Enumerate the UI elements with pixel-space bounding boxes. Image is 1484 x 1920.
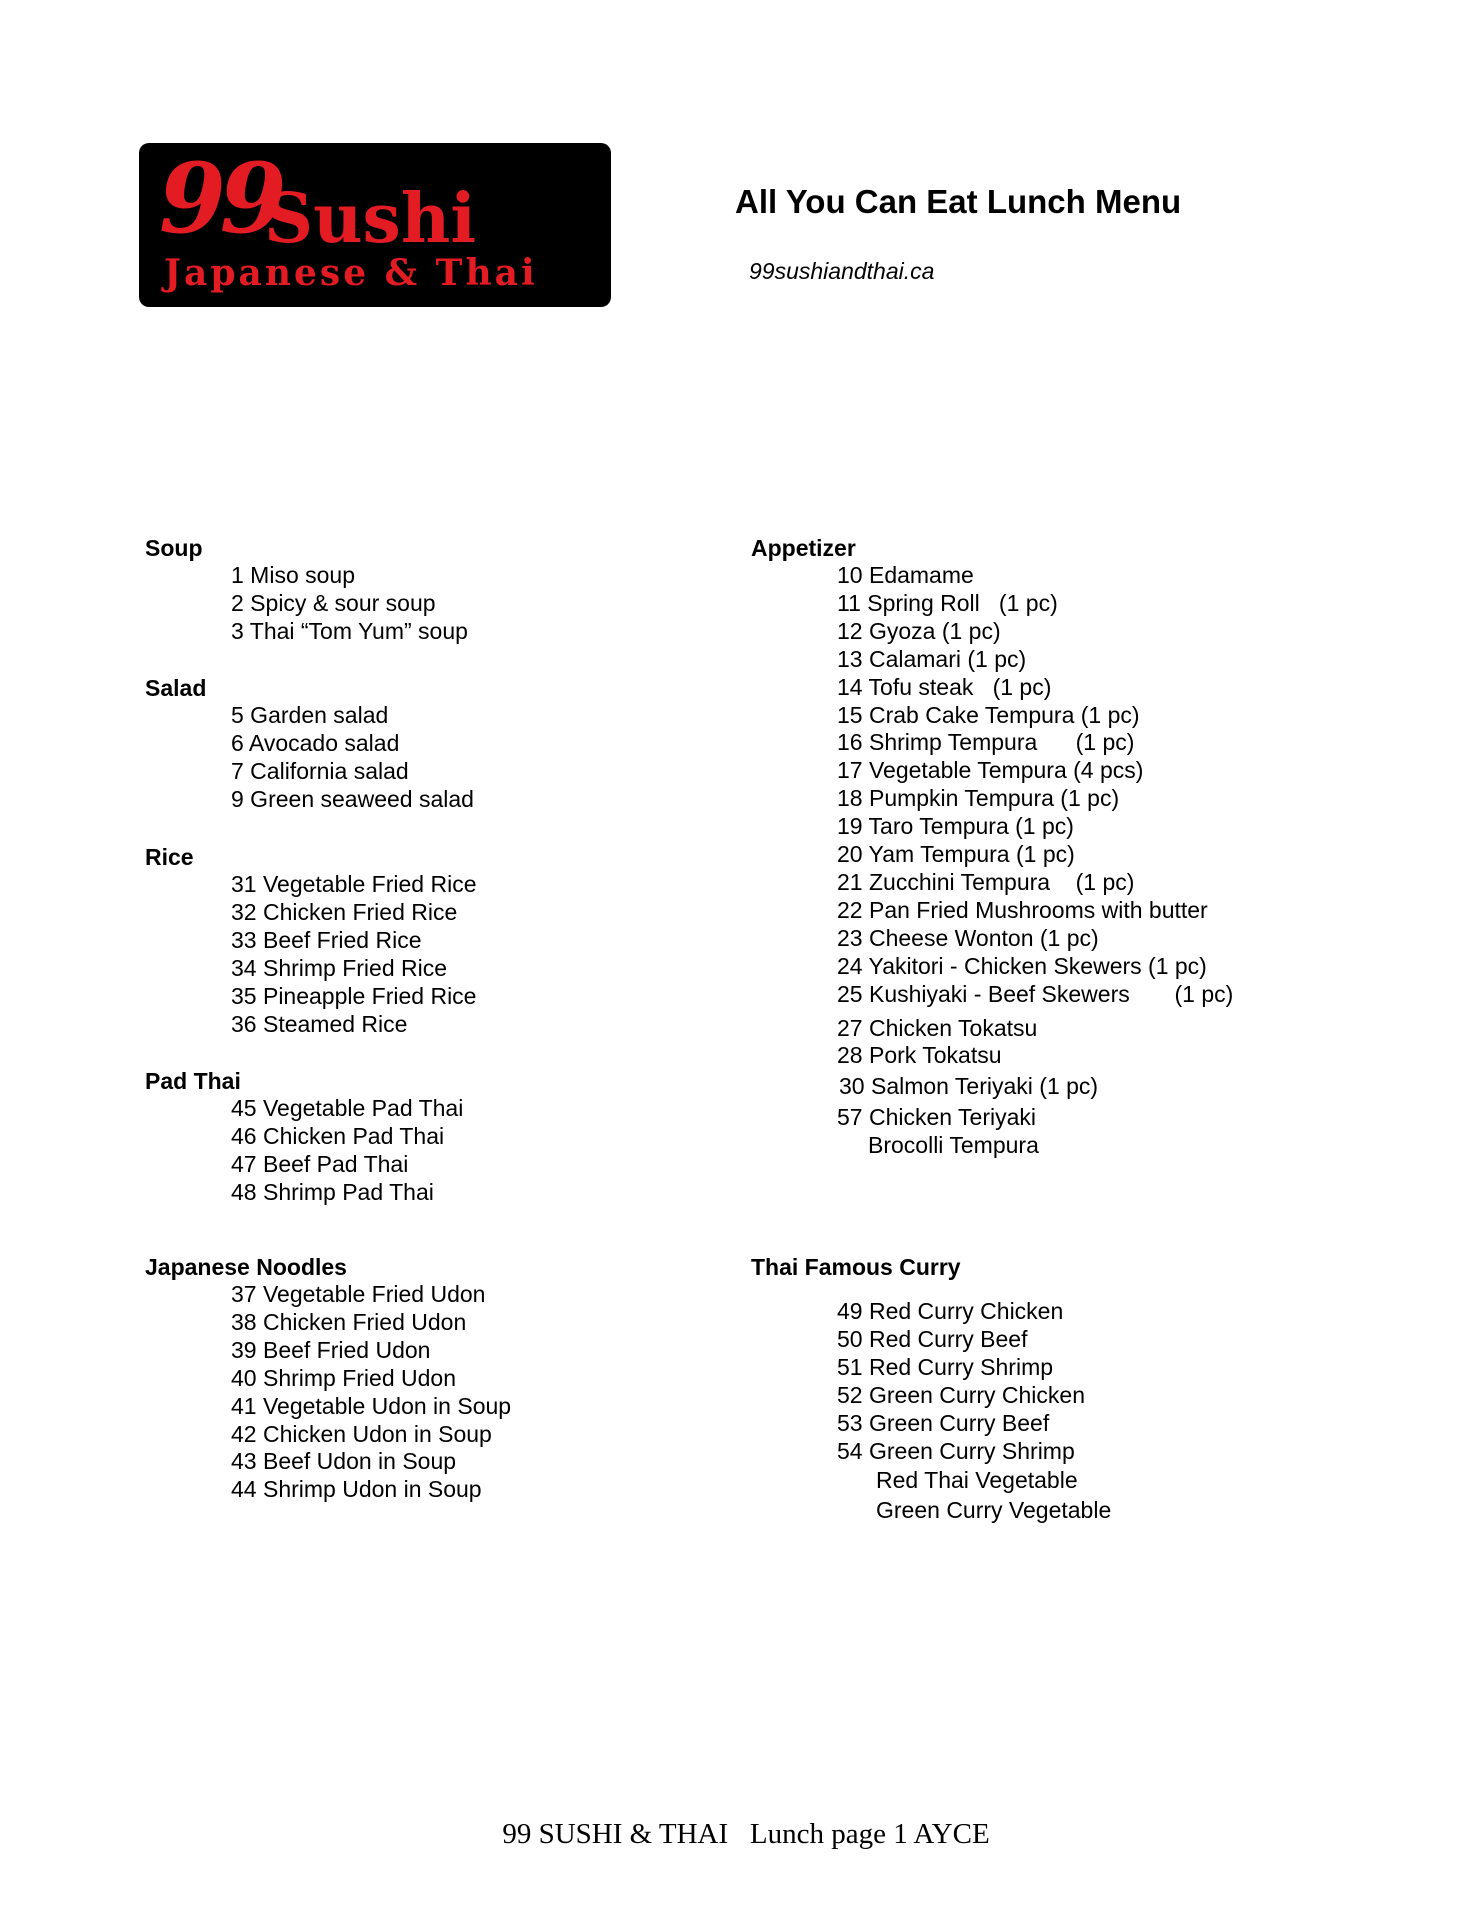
menu-item: 25 Kushiyaki - Beef Skewers (1 pc) <box>837 980 1234 1007</box>
website-link[interactable]: 99sushiandthai.ca <box>749 258 935 284</box>
section-rice <box>145 843 477 1038</box>
menu-item: 28 Pork Tokatsu <box>837 1042 1002 1069</box>
menu-item: Green Curry Vegetable <box>876 1497 1112 1524</box>
menu-item: 22 Pan Fried Mushrooms with butter <box>837 896 1208 923</box>
menu-item: 50 Red Curry Beef <box>837 1325 1028 1352</box>
menu-item: 43 Beef Udon in Soup <box>231 1448 457 1475</box>
section-soup <box>145 534 468 646</box>
menu-list <box>751 562 1233 1160</box>
menu-item: 3 Thai “Tom Yum” soup <box>231 617 468 644</box>
menu-item: 47 Beef Pad Thai <box>231 1150 409 1177</box>
section-title: Salad <box>145 675 207 701</box>
menu-item: 5 Garden salad <box>231 702 389 728</box>
menu-item: 23 Cheese Wonton (1 pc) <box>837 924 1099 951</box>
menu-item: 38 Chicken Fried Udon <box>231 1308 467 1335</box>
section-japanese-noodles <box>145 1253 511 1504</box>
menu-item: 15 Crab Cake Tempura (1 pc) <box>837 701 1140 728</box>
menu-item: 14 Tofu steak (1 pc) <box>837 673 1052 700</box>
menu-item: 17 Vegetable Tempura (4 pcs) <box>837 757 1144 784</box>
menu-item: 11 Spring Roll (1 pc) <box>837 589 1058 616</box>
menu-item: 32 Chicken Fried Rice <box>231 898 458 925</box>
section-pad-thai <box>145 1067 463 1207</box>
menu-item: 18 Pumpkin Tempura (1 pc) <box>837 785 1120 812</box>
menu-list <box>145 562 468 646</box>
menu-item: 1 Miso soup <box>231 562 356 588</box>
menu-list <box>145 1281 511 1504</box>
menu-item: 13 Calamari (1 pc) <box>837 645 1027 672</box>
menu-list <box>145 702 474 814</box>
menu-item: 44 Shrimp Udon in Soup <box>231 1476 482 1503</box>
menu-item: 27 Chicken Tokatsu <box>837 1014 1038 1041</box>
restaurant-logo <box>139 143 611 307</box>
logo-number: 99 <box>159 143 281 255</box>
section-salad <box>145 674 474 814</box>
menu-item: 7 California salad <box>231 757 409 784</box>
menu-item: 19 Taro Tempura (1 pc) <box>837 813 1074 840</box>
menu-item: 52 Green Curry Chicken <box>837 1381 1085 1408</box>
section-appetizer <box>751 534 1233 1160</box>
menu-item: 37 Vegetable Fried Udon <box>231 1281 486 1307</box>
menu-item: 33 Beef Fried Rice <box>231 926 422 953</box>
menu-item: 30 Salmon Teriyaki (1 pc) <box>839 1073 1099 1100</box>
menu-item: 46 Chicken Pad Thai <box>231 1122 445 1149</box>
section-title: Pad Thai <box>145 1068 241 1094</box>
menu-item: 36 Steamed Rice <box>231 1010 408 1037</box>
menu-item: 39 Beef Fried Udon <box>231 1336 431 1363</box>
menu-list <box>751 1298 1111 1525</box>
page-title: All You Can Eat Lunch Menu <box>735 183 1182 220</box>
menu-item: 57 Chicken Teriyaki <box>837 1104 1037 1131</box>
menu-item: 35 Pineapple Fried Rice <box>231 982 477 1009</box>
menu-list <box>145 871 477 1038</box>
page-footer: 99 SUSHI & THAI Lunch page 1 AYCE <box>502 1818 990 1850</box>
section-thai-curry <box>751 1253 1111 1525</box>
menu-list <box>145 1095 463 1207</box>
menu-item: 2 Spicy & sour soup <box>231 589 436 616</box>
logo-subtitle: Japanese & Thai <box>164 252 538 294</box>
menu-item: 40 Shrimp Fried Udon <box>231 1364 456 1391</box>
menu-item: 6 Avocado salad <box>231 729 400 756</box>
menu-item: 21 Zucchini Tempura (1 pc) <box>837 868 1135 895</box>
menu-item: 31 Vegetable Fried Rice <box>231 871 477 897</box>
section-title: Appetizer <box>751 535 856 561</box>
menu-item: 41 Vegetable Udon in Soup <box>231 1392 512 1419</box>
section-title: Soup <box>145 535 203 561</box>
menu-item: Brocolli Tempura <box>868 1132 1039 1159</box>
menu-item: 24 Yakitori - Chicken Skewers (1 pc) <box>837 952 1207 979</box>
menu-item: 42 Chicken Udon in Soup <box>231 1420 492 1447</box>
menu-item: 9 Green seaweed salad <box>231 785 474 812</box>
menu-item: 20 Yam Tempura (1 pc) <box>837 841 1075 868</box>
section-title: Japanese Noodles <box>145 1254 347 1280</box>
menu-item: 12 Gyoza (1 pc) <box>837 617 1001 644</box>
menu-item: 10 Edamame <box>837 562 974 588</box>
menu-item: 53 Green Curry Beef <box>837 1409 1050 1436</box>
logo-word: Sushi <box>264 179 477 259</box>
section-title: Rice <box>145 844 194 870</box>
menu-item: 45 Vegetable Pad Thai <box>231 1095 464 1121</box>
menu-item: 51 Red Curry Shrimp <box>837 1353 1054 1380</box>
menu-item: 49 Red Curry Chicken <box>837 1298 1064 1324</box>
section-title: Thai Famous Curry <box>751 1254 961 1280</box>
menu-item: 54 Green Curry Shrimp <box>837 1437 1075 1464</box>
menu-item: 48 Shrimp Pad Thai <box>231 1178 434 1205</box>
menu-item: 34 Shrimp Fried Rice <box>231 954 448 981</box>
menu-item: 16 Shrimp Tempura (1 pc) <box>837 729 1135 756</box>
menu-item: Red Thai Vegetable <box>876 1467 1078 1494</box>
